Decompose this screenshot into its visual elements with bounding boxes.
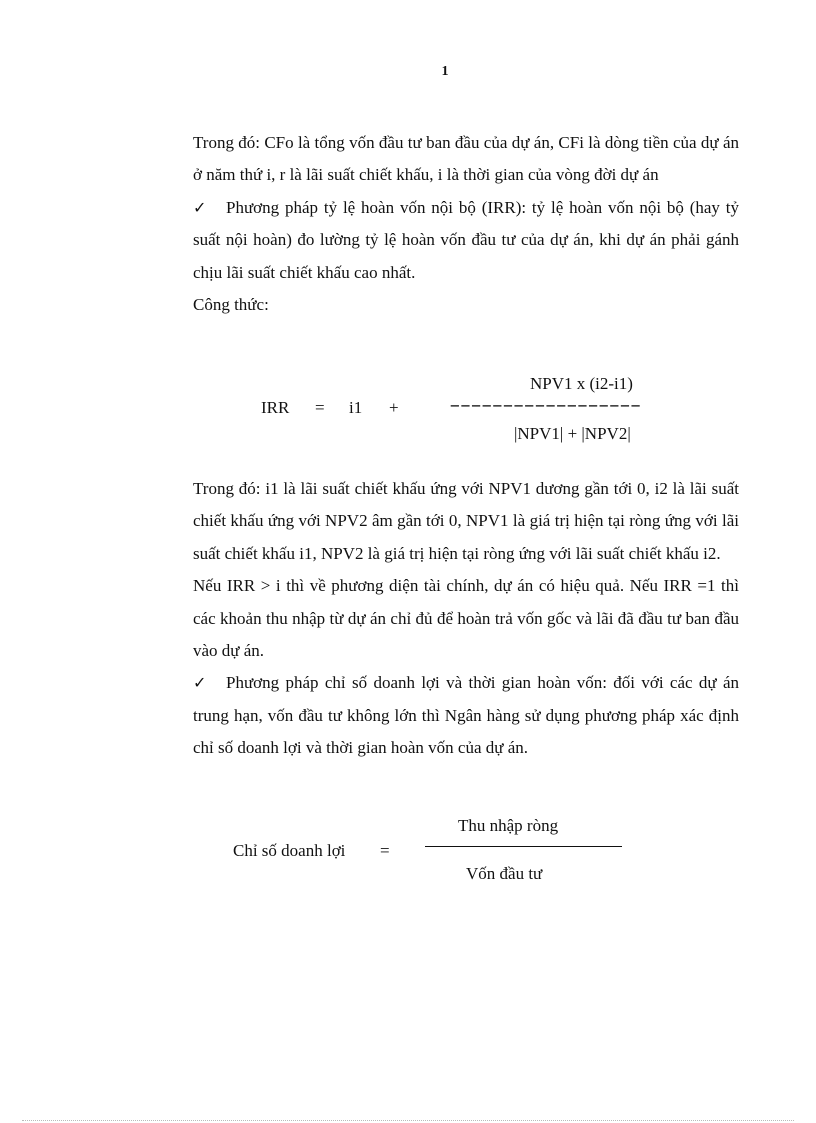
- formula-label: Công thức:: [193, 295, 269, 315]
- irr-formula-equals: =: [315, 398, 325, 417]
- paragraph-irr-criteria: Nếu IRR > i thì về phương diện tài chính, dự án có hiệu quả. Nếu IRR =1 thì các khoản thu nhập từ dự án chỉ đủ để hoàn trả vốn gốc và lãi đã đầu tư ban đầu vào dự án.: [193, 576, 739, 661]
- paragraph-profitability-method: [193, 667, 739, 764]
- checkmark-icon: ✓: [193, 673, 207, 693]
- page-bottom-border: [22, 1120, 794, 1121]
- paragraph-i1-i2-definition: Trong đó: i1 là lãi suất chiết khấu ứng với NPV1 dương gần tới 0, i2 là lãi suất chiết khấu ứng với NPV2 âm gần tới 0, NPV1 là giá trị hiện tại ròng ứng với lãi suất chiết khấu i1, NPV2 là giá trị hiện tại ròng ứng với lãi suất chiết khấu i2.: [193, 479, 739, 563]
- profit-formula-fraction-line: [425, 846, 622, 847]
- irr-formula-numerator: NPV1 x (i2-i1): [530, 374, 633, 393]
- irr-formula-denominator: |NPV1| + |NPV2|: [514, 424, 631, 443]
- irr-formula-i1: i1: [349, 398, 363, 417]
- profit-formula-equals: =: [380, 841, 390, 860]
- irr-formula-lhs: IRR: [261, 398, 290, 417]
- profit-formula-denominator: Vốn đầu tư: [466, 864, 543, 883]
- checkmark-icon: ✓: [193, 197, 207, 217]
- irr-formula-plus: +: [389, 398, 399, 417]
- profit-formula-lhs: Chỉ số doanh lợi: [233, 841, 346, 860]
- paragraph-cfo-definition: Trong đó: CFo là tổng vốn đầu tư ban đầu của dự án, CFi là dòng tiền của dự án ở năm thứ i, r là lãi suất chiết khấu, i là thời gian của vòng đời dự án: [193, 133, 739, 185]
- profit-formula-numerator: Thu nhập ròng: [458, 816, 559, 835]
- irr-method-text: Phương pháp tỷ lệ hoàn vốn nội bộ (IRR): tỷ lệ hoàn vốn nội bộ (hay tỷ suất nội hoàn) đo lường tỷ lệ hoàn vốn đầu tư của dự án, khi dự án phải gánh chịu lãi suất chiết khấu cao nhất.: [193, 197, 739, 282]
- page-number: 1: [441, 64, 449, 79]
- profitability-method-text: Phương pháp chỉ số doanh lợi và thời gian hoàn vốn: đối với các dự án trung hạn, vốn đầu tư không lớn thì Ngân hàng sử dụng phương pháp xác định chỉ số doanh lợi và thời gian hoàn vốn của dự án.: [193, 673, 739, 758]
- irr-formula-divider: −−−−−−−−−−−−−−−−−−: [450, 396, 642, 415]
- paragraph-irr-method: [193, 192, 739, 289]
- body-paragraph-2: [193, 473, 739, 765]
- body-paragraph-1: [193, 127, 739, 321]
